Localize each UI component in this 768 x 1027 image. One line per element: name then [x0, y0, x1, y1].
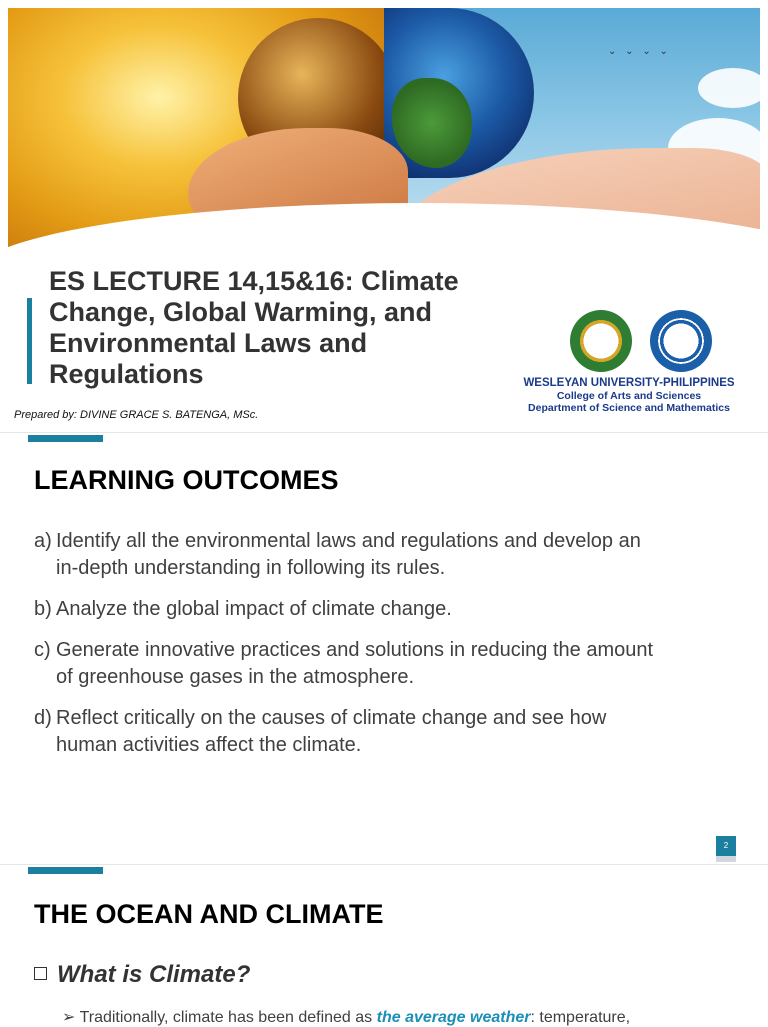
- ocean-climate-slide: [0, 864, 768, 1025]
- item-text: Analyze the global impact of climate change.: [56, 598, 452, 620]
- bullet-suffix: : temperature,: [530, 1009, 631, 1026]
- slide-heading: LEARNING OUTCOMES: [34, 465, 339, 495]
- outcomes-list: [34, 528, 654, 773]
- slide-accent-bar: [28, 435, 103, 442]
- department-name: Department of Science and Mathematics: [528, 402, 730, 414]
- item-text: Reflect critically on the causes of climate change and see how human activities affect the climate.: [56, 707, 607, 756]
- item-letter: b): [34, 598, 52, 620]
- prepared-by: Prepared by: DIVINE GRACE S. BATENGA, MSc.: [14, 409, 259, 421]
- question-line: [34, 961, 250, 989]
- item-text: Identify all the environmental laws and regulations and develop an in-depth understanding in following its rules.: [56, 530, 641, 579]
- question-text: What is Climate?: [57, 961, 251, 988]
- institution-block: [500, 377, 758, 414]
- cloud-image: [698, 68, 760, 108]
- definition-bullet: [62, 1007, 630, 1027]
- university-name: WESLEYAN UNIVERSITY-PHILIPPINES: [523, 377, 735, 389]
- title-slide: [0, 0, 768, 432]
- title-accent-bar: [27, 298, 32, 384]
- bullet-prefix: ➢ Traditionally, climate has been defined as: [62, 1009, 377, 1026]
- list-item: [34, 596, 654, 623]
- slide-accent-bar: [28, 867, 103, 874]
- slide-heading: THE OCEAN AND CLIMATE: [34, 899, 384, 929]
- list-item: [34, 637, 654, 691]
- hero-image: [8, 8, 760, 263]
- birds-icon: ⌄ ⌄ ⌄ ⌄: [608, 46, 671, 57]
- college-seal-logo: [650, 310, 712, 372]
- item-letter: c): [34, 639, 51, 661]
- item-letter: a): [34, 530, 52, 552]
- list-item: [34, 528, 654, 582]
- list-item: [34, 705, 654, 759]
- lecture-title: ES LECTURE 14,15&16: Climate Change, Global Warming, and Environmental Laws and Regulations: [49, 266, 459, 389]
- bullet-emphasis: the average weather: [376, 1009, 531, 1026]
- page-number-shadow: [716, 856, 736, 862]
- learning-outcomes-slide: [0, 432, 768, 865]
- item-text: Generate innovative practices and solutions in reducing the amount of greenhouse gases in the atmosphere.: [56, 639, 654, 688]
- item-letter: d): [34, 707, 52, 729]
- checkbox-bullet-icon: [34, 967, 47, 980]
- college-name: College of Arts and Sciences: [556, 390, 702, 402]
- university-seal-logo: [570, 310, 632, 372]
- page-number: 2: [716, 836, 736, 856]
